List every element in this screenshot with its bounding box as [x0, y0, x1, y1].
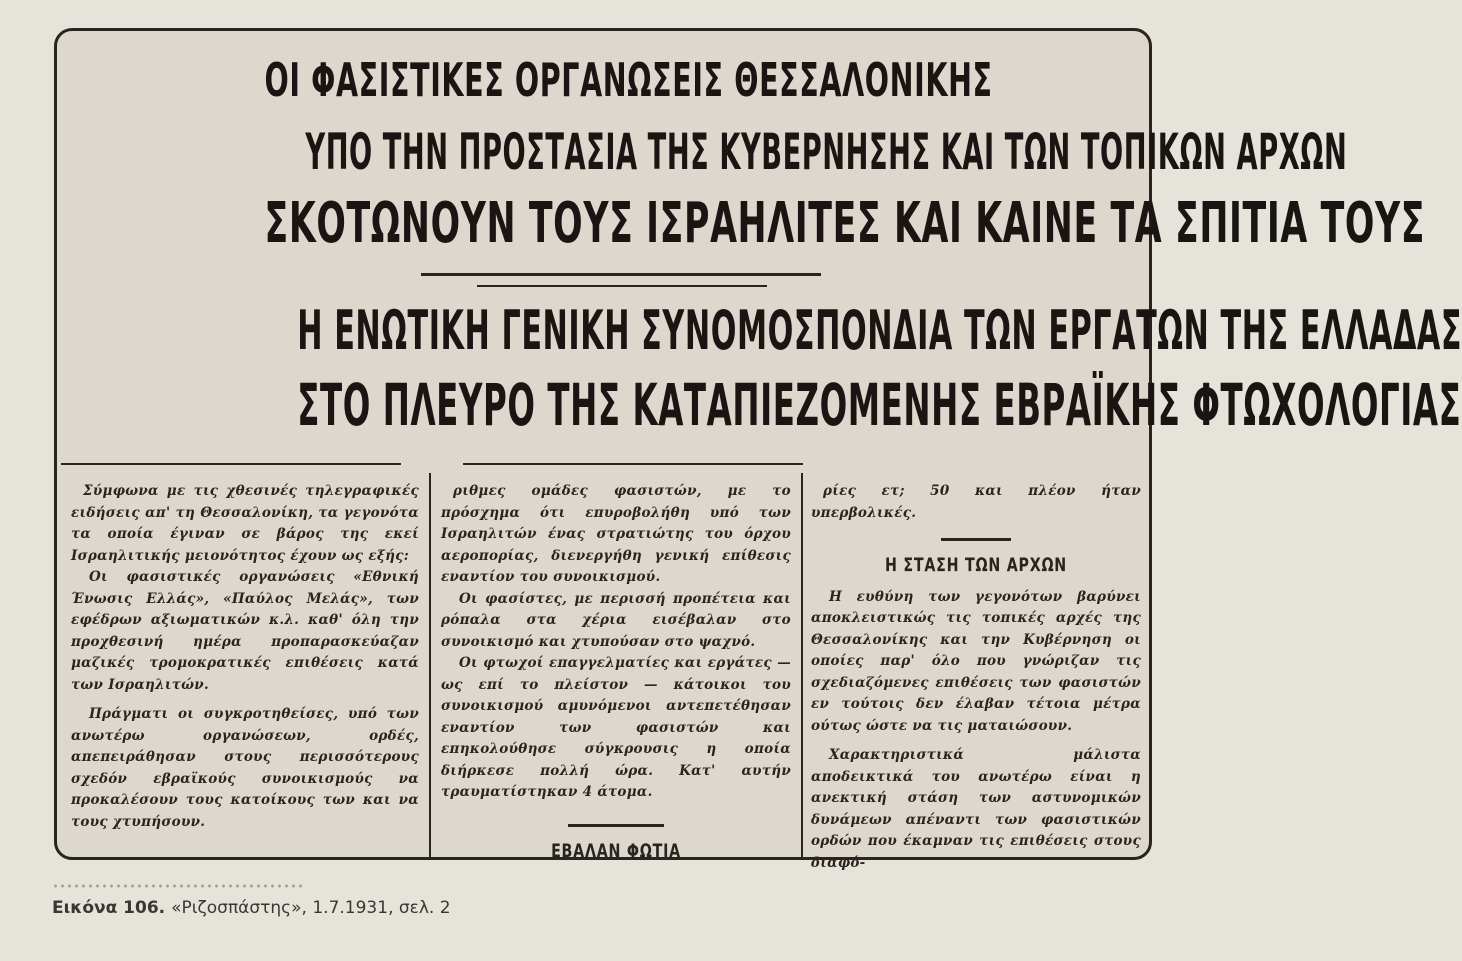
caption-label: Εικόνα 106. [52, 898, 166, 918]
subhead-ebalan-fotia: ΕΒΑΛΑΝ ΦΩΤΙΑ [551, 839, 681, 862]
headline-line-5: ΣΤΟ ΠΛΕΥΡΟ ΤΗΣ ΚΑΤΑΠΙΕΖΟΜΕΝΗΣ ΕΒΡΑΪΚΗΣ ΦΤΩΧΟΛΟΓΙΑΣ [297, 371, 1462, 439]
article-paragraph: ρίες ετ; 50 και πλέον ήταν υπερβολικές. [811, 483, 1141, 521]
headline-divider [421, 273, 821, 276]
subhead-stasi-ton-arxon: Η ΣΤΑΣΗ ΤΩΝ ΑΡΧΩΝ [885, 554, 1067, 576]
figure-caption [52, 898, 451, 918]
article-paragraph: Πράγματι οι συγκροτηθείσες, υπό των ανωτέρω οργανώσεων, ορδές, απεπειράθησαν στους περισσότερους σχεδόν εβραϊκούς συνοικισμούς να προκαλέσουν τους κατοίκους των και να τους χτυπήσουν. [71, 706, 419, 830]
article-paragraph: Χαρακτηριστικά μάλιστα αποδεικτικά του ανωτέρω είναι η ανεκτική στάση των αστυνομικών δυνάμεων απέναντι των φασιστικών ορδών που έκαμναν τις επιθέσεις στους διαφό- [811, 747, 1141, 871]
headline-line-3: ΣΚΟΤΩΝΟΥΝ ΤΟΥΣ ΙΣΡΑΗΛΙΤΕΣ ΚΑΙ ΚΑΙΝΕ ΤΑ ΣΠΙΤΙΑ ΤΟΥΣ [264, 191, 1426, 256]
newspaper-clipping [54, 28, 1462, 871]
caption-dotted-rule [52, 884, 304, 888]
article-paragraph: Οι φασίστες, με περισσή προπέτεια και ρόπαλα στα χέρια εισέβαλαν στο συνοικισμό και χτυπούσαν στο ψαχνό. [441, 590, 791, 650]
column-divider-2 [801, 473, 803, 857]
subhead-rule [941, 538, 1011, 541]
article-paragraph: ριθμες ομάδες φασιστών, με το πρόσχημα ότι επυροβολήθη υπό των Ισραηλιτών ένας στρατιώτης του όρχου αεροπορίας, διενεργήθη γενική επίθεσις εναντίον του συνοικισμού. [441, 483, 791, 585]
headline-line-4: Η ΕΝΩΤΙΚΗ ΓΕΝΙΚΗ ΣΥΝΟΜΟΣΠΟΝΔΙΑ ΤΩΝ ΕΡΓΑΤΩΝ ΤΗΣ ΕΛΛΑΔΑΣ [297, 299, 1462, 362]
headline-line-2: ΥΠΟ ΤΗΝ ΠΡΟΣΤΑΣΙΑ ΤΗΣ ΚΥΒΕΡΝΗΣΗΣ ΚΑΙ ΤΩΝ ΤΟΠΙΚΩΝ ΑΡΧΩΝ [305, 123, 1348, 181]
column-top-rule-2 [463, 463, 803, 465]
article-paragraph: Σύμφωνα με τις χθεσινές τηλεγραφικές ειδήσεις απ' τη Θεσσαλονίκη, τα γεγονότα τα οποία έγιναν σε βάρος της εκεί Ισραηλιτικής μειονότητος έχουν ως εξής: [71, 483, 419, 564]
subhead-rule [568, 824, 664, 827]
headline-line-1: ΟΙ ΦΑΣΙΣΤΙΚΕΣ ΟΡΓΑΝΩΣΕΙΣ ΘΕΣΣΑΛΟΝΙΚΗΣ [264, 53, 993, 107]
headline-divider-short [477, 285, 767, 287]
article-paragraph: Οι φασιστικές οργανώσεις «Εθνική Ένωσις Ελλάς», «Παύλος Μελάς», των εφέδρων αξιωματικών κ.λ. καθ' όλη την προχθεσινή ημέρα προπαρασκεύαζαν μαζικές τρομοκρατικές επιθέσεις κατά των Ισραηλιτών. [71, 569, 419, 693]
article-column-2 [441, 481, 791, 872]
article-column-1 [71, 481, 419, 833]
caption-text: «Ριζοσπάστης», 1.7.1931, σελ. 2 [171, 898, 451, 918]
column-divider-1 [429, 473, 431, 857]
article-paragraph: Οι φτωχοί επαγγελματίες και εργάτες — ως επί το πλείστον — κάτοικοι του συνοικισμού αμυνόμενοι αντεπετέθησαν εναντίον των φασιστών και επηκολούθησε σύγκρουσις η οποία διήρκεσε πολλή ώρα. Κατ' αυτήν τραυματίστηκαν 4 άτομα. [441, 655, 791, 800]
column-top-rule-1 [61, 463, 401, 465]
article-paragraph: Η ευθύνη των γεγονότων βαρύνει αποκλειστικώς τις τοπικές αρχές της Θεσσαλονίκης και την Κυβέρνηση οι οποίες παρ' όλο που γνώριζαν τις σχεδιαζόμενες επιθέσεις των φασιστών εν τούτοις δεν έλαβαν τέτοια μέτρα ούτως ώστε να τις ματαιώσουν. [811, 588, 1141, 734]
article-column-3 [811, 481, 1141, 874]
